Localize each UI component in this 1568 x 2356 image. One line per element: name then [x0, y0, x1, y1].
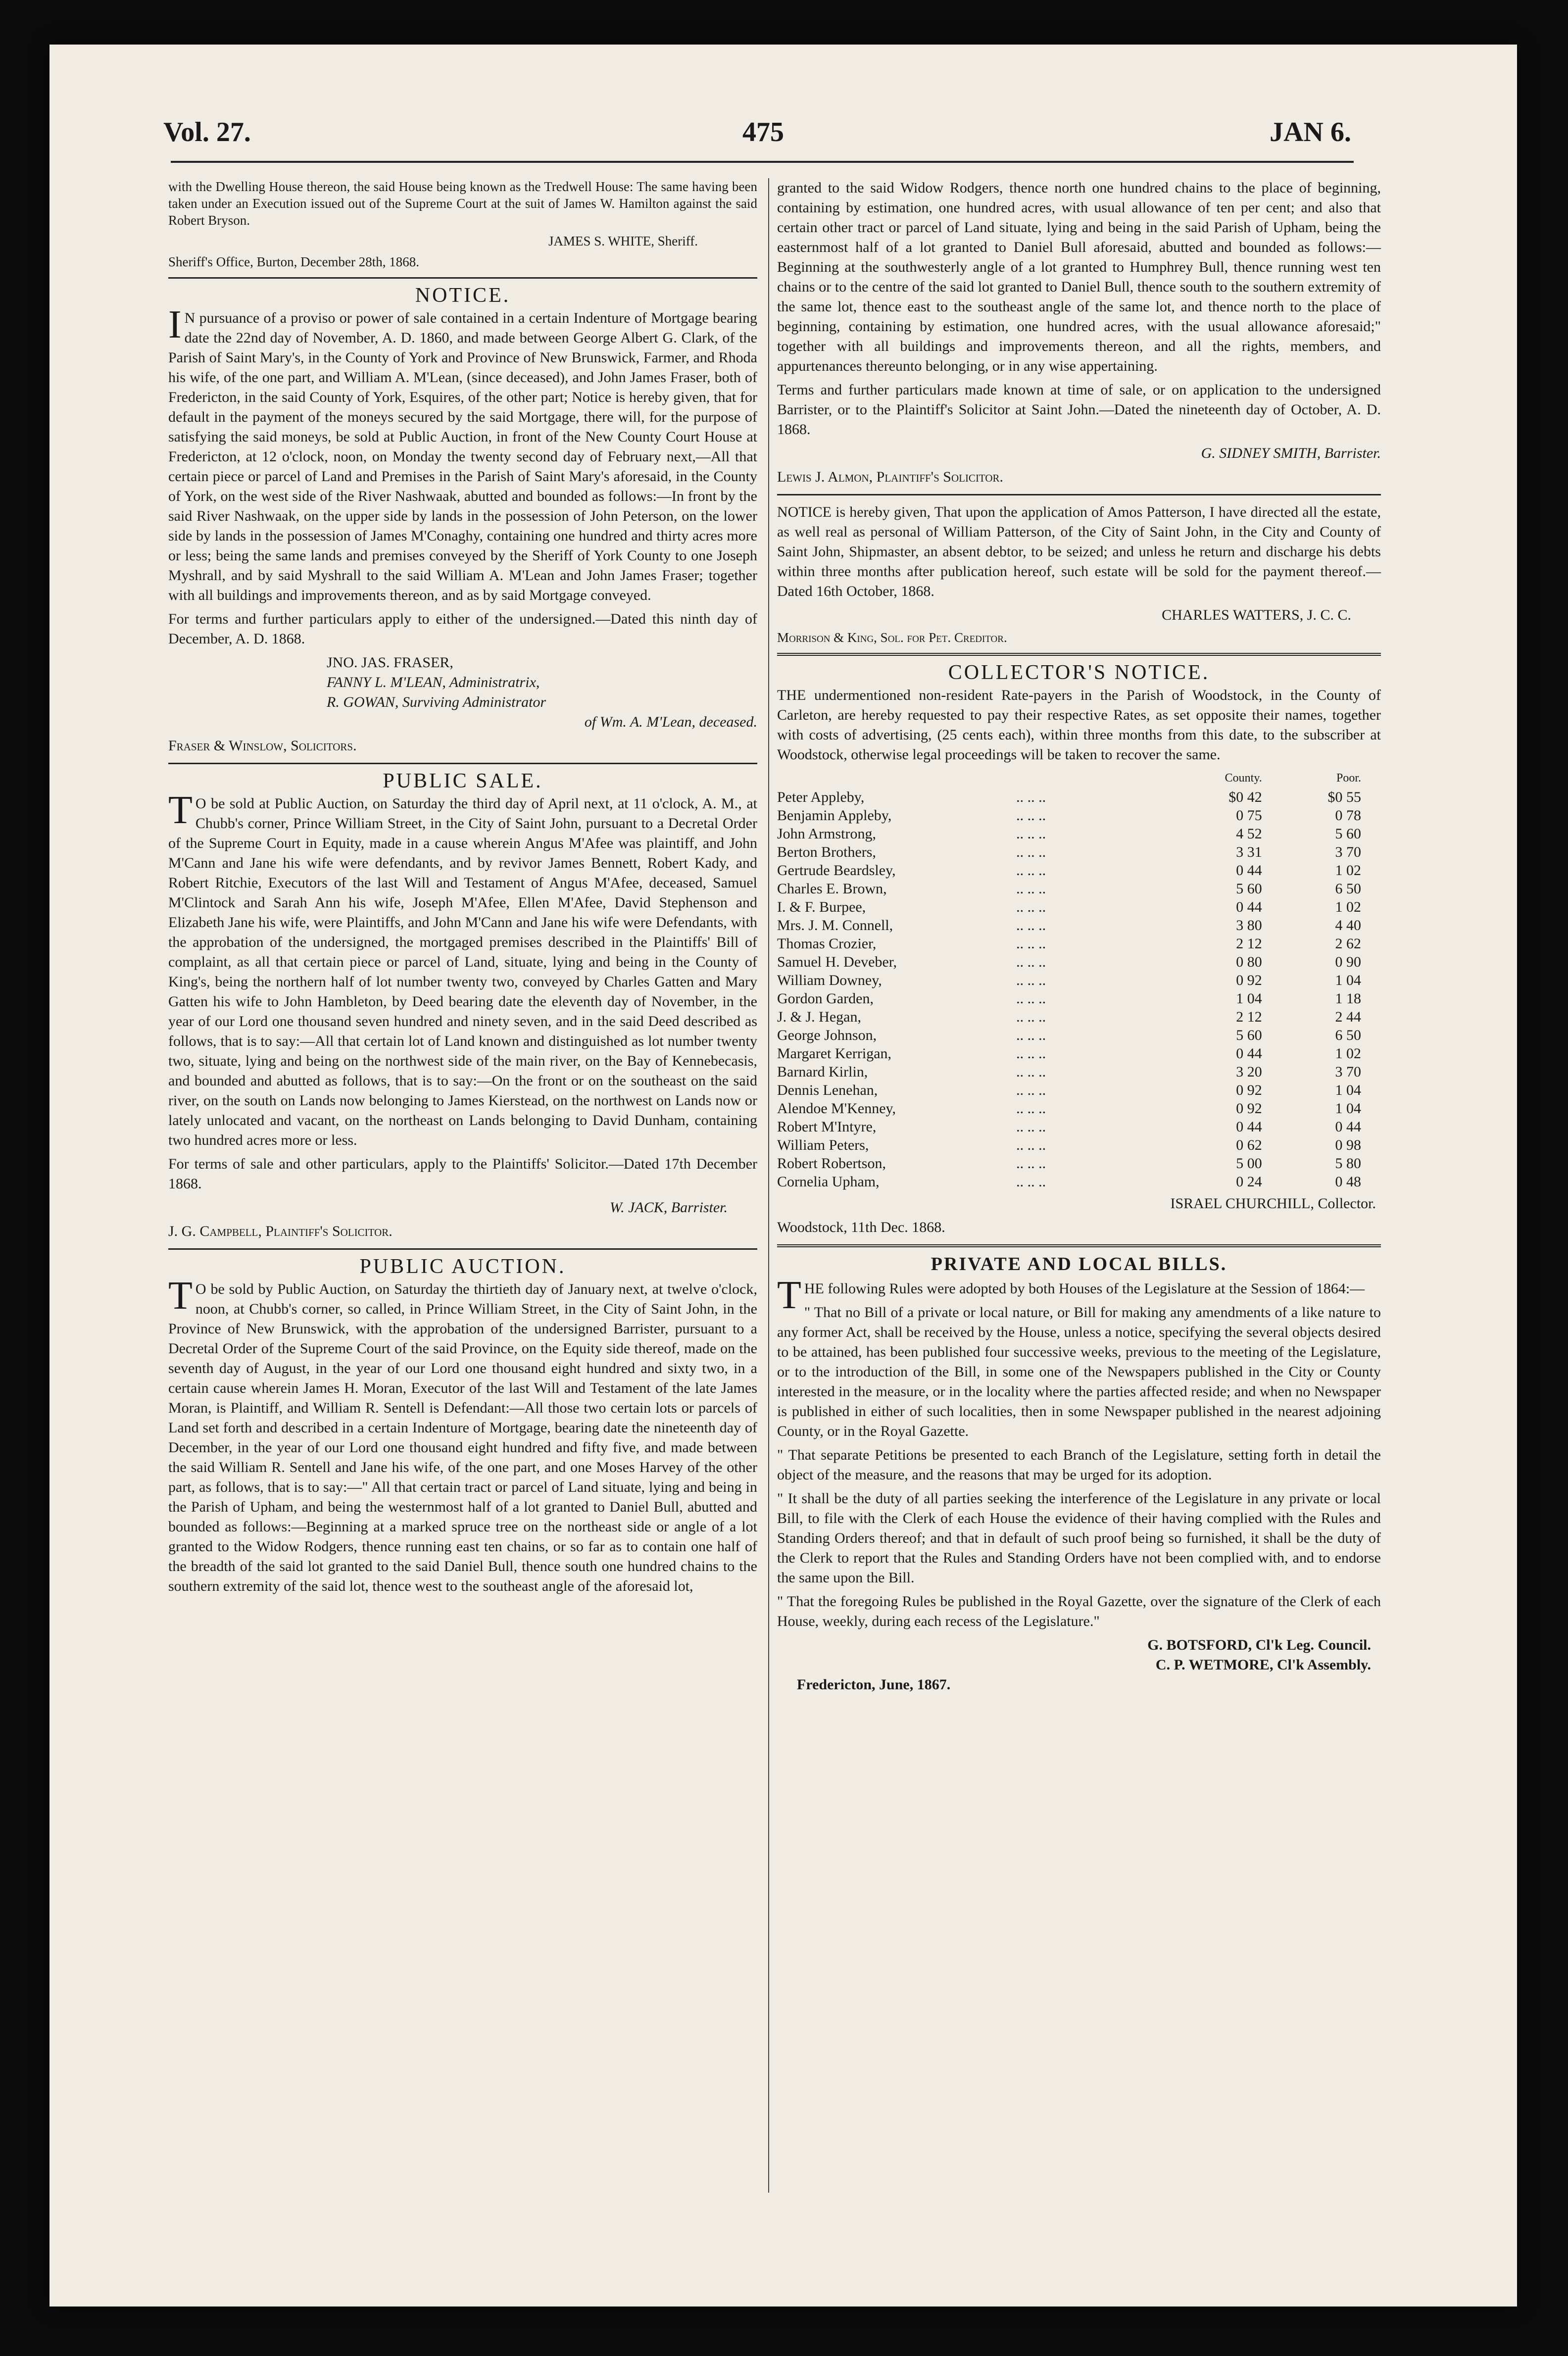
ratepayer-name: Benjamin Appleby, — [777, 807, 892, 824]
bills-intro: THE following Rules were adopted by both Houses of the Legislature at the Session of 1864:— — [777, 1274, 1365, 1317]
ratepayer-name: Robert Robertson, — [777, 1155, 886, 1172]
county-rate: 0 44 — [1236, 862, 1262, 879]
sheriff-office: Sheriff's Office, Burton, December 28th, 1868. — [168, 254, 420, 269]
ratepayer-name: Charles E. Brown, — [777, 881, 887, 897]
continued-text: with the Dwelling House thereon, the said House being known as the Tredwell House: The same having been taken under an Execution issued out of the Supreme Court at the suit of James W. Hamilton against the said Robert Bryson. — [168, 179, 757, 228]
ratepayer-name: Mrs. J. M. Connell, — [777, 917, 893, 933]
ratepayer-name: Thomas Crozier, — [777, 935, 877, 952]
poor-rate: 1 04 — [1335, 1082, 1361, 1098]
poor-rate: 5 60 — [1335, 826, 1361, 842]
ratepayer-name: Peter Appleby, — [777, 789, 865, 805]
poor-rate: 1 02 — [1335, 862, 1361, 879]
county-column-header: County. — [1225, 772, 1262, 785]
table-row — [777, 1136, 1381, 1154]
private-local-bills-title: PRIVATE AND LOCAL BILLS. — [931, 1254, 1227, 1275]
ratepayer-name: Dennis Lenehan, — [777, 1082, 878, 1098]
table-row — [777, 989, 1381, 1008]
divider — [168, 1248, 757, 1250]
county-rate: 3 20 — [1236, 1064, 1262, 1080]
issue-date: JAN 6. — [1270, 117, 1351, 147]
collector-signature: ISRAEL CHURCHILL, Collector. — [1170, 1195, 1376, 1212]
bills-rule-3: " It shall be the duty of all parties seeking the interference of the Legislature in any private or local Bill, to file with the Clerk of each House the evidence of their having complied with the Rules and Standing Orders thereof; and that in default of such proof being so furnished, it shall be the duty of the Clerk to report that the Rules and Standing Orders have not been complied with, and to endorse the same upon the Bill. — [777, 1490, 1381, 1586]
leader-dots: .. .. .. — [1016, 844, 1046, 860]
rates-table — [777, 769, 1381, 1191]
poor-column-header: Poor. — [1336, 772, 1361, 785]
table-row — [777, 861, 1381, 880]
public-sale-terms: For terms of sale and other particulars, apply to the Plaintiffs' Solicitor.—Dated 17th December 1868. — [168, 1156, 757, 1192]
leader-dots: .. .. .. — [1016, 1027, 1046, 1043]
ratepayer-name: Berton Brothers, — [777, 844, 876, 860]
left-column — [168, 178, 757, 1600]
leader-dots: .. .. .. — [1016, 1137, 1046, 1153]
poor-rate: 2 44 — [1335, 1009, 1361, 1025]
bills-signature-1: G. BOTSFORD, Cl'k Leg. Council. — [1147, 1637, 1371, 1653]
leader-dots: .. .. .. — [1016, 1119, 1046, 1135]
ratepayer-name: Gordon Garden, — [777, 990, 874, 1007]
absent-debtor-solicitor: Morrison & King, Sol. for Pet. Creditor. — [777, 630, 1007, 645]
poor-rate: 1 04 — [1335, 1100, 1361, 1117]
absent-debtor-notice: NOTICE is hereby given, That upon the application of Amos Patterson, I have directed all the estate, as well real as personal of William Patterson, of the City of Saint John, in the City and County of Saint John, Shipmaster, an absent debtor, to be seized; and unless he return and discharge his debts within three months after publication hereof, such estate will be sold for the payment thereof.—Dated 16th October, 1868. — [777, 504, 1381, 599]
poor-rate: 0 78 — [1335, 807, 1361, 824]
page-header — [163, 116, 1351, 161]
collector-notice-title: COLLECTOR'S NOTICE. — [948, 661, 1210, 684]
name-column — [777, 769, 1016, 788]
notice-title: NOTICE. — [415, 284, 511, 307]
bills-rule-4: " That the foregoing Rules be published in the Royal Gazette, over the signature of the Clerk of each House, weekly, during each recess of the Legislature." — [777, 1593, 1381, 1629]
table-row — [777, 1026, 1381, 1044]
county-rate: 3 80 — [1236, 917, 1262, 933]
bills-date: Fredericton, June, 1867. — [797, 1676, 951, 1693]
absent-debtor-signature: CHARLES WATTERS, J. C. C. — [1162, 607, 1351, 623]
notice-terms: For terms and further particulars apply to either of the undersigned.—Dated this ninth day of December, A. D. 1868. — [168, 611, 757, 647]
ratepayer-name: Gertrude Beardsley, — [777, 862, 896, 879]
leader-dots: .. .. .. — [1016, 881, 1046, 897]
notice-solicitors: Fraser & Winslow, Solicitors. — [168, 737, 357, 754]
divider — [777, 1244, 1381, 1247]
ratepayer-name: J. & J. Hegan, — [777, 1009, 861, 1025]
leader-dots: .. .. .. — [1016, 826, 1046, 842]
leader-dots: .. .. .. — [1016, 972, 1046, 988]
leader-dots: .. .. .. — [1016, 1045, 1046, 1062]
notice-signature-3: R. GOWAN, Surviving Administrator — [327, 694, 546, 710]
county-rate: 5 60 — [1236, 881, 1262, 897]
county-rate: 0 92 — [1236, 972, 1262, 988]
table-row — [777, 1081, 1381, 1099]
table-row — [777, 806, 1381, 825]
county-rate: 0 92 — [1236, 1100, 1262, 1117]
volume-label: Vol. 27. — [163, 117, 251, 147]
ratepayer-name: I. & F. Burpee, — [777, 899, 866, 915]
public-sale-signature: W. JACK, Barrister. — [609, 1199, 728, 1216]
public-auction-solicitor: Lewis J. Almon, Plaintiff's Solicitor. — [777, 469, 1004, 485]
divider — [168, 763, 757, 764]
bills-signature-2: C. P. WETMORE, Cl'k Assembly. — [1155, 1657, 1371, 1673]
notice-body: IN pursuance of a proviso or power of sale contained in a certain Indenture of Mortgage bearing date the 22nd day of November, A. D. 1860, and made between George Albert G. Clark, of the Parish of Saint Mary's, in the County of York and Province of New Brunswick, Farmer, and Rhoda his wife, of the one part, and William A. M'Lean, (since deceased), and John James Fraser, both of Fredericton, in the said County of York, Esquires, of the other part; Notice is hereby given, that for default in the payment of the moneys secured by the said Mortgage, there will, for the purpose of satisfying the said moneys, be sold at Public Auction, in front of the New County Court House at Fredericton, at 12 o'clock, noon, on Monday the twenty second day of February next,—All that certain piece or parcel of Land and Premises in the Parish of Saint Mary's aforesaid, in the County of York, on the west side of the River Nashwaak, abutted and bounded as follows:—In front by the said River Nashwaak, on the upper side by lands in the possession of John Peterson, on the lower side by lands in the possession of James M'Conaghy, containing one hundred and thirty acres more or less; being the same lands and premises conveyed by the Sheriff of York County to one Joseph Myshrall, and by said Myshrall to the said William A. M'Lean and John James Fraser; together with all buildings and improvements thereon, and as by said Mortgage conveyed. — [168, 303, 757, 603]
ratepayer-name: Barnard Kirlin, — [777, 1064, 868, 1080]
sheriff-signature: JAMES S. WHITE, Sheriff. — [548, 234, 698, 248]
divider — [777, 494, 1381, 495]
table-row — [777, 1063, 1381, 1081]
county-rate: 2 12 — [1236, 1009, 1262, 1025]
leader-dots: .. .. .. — [1016, 1174, 1046, 1190]
county-rate: 0 44 — [1236, 1045, 1262, 1062]
public-auction-title: PUBLIC AUCTION. — [359, 1255, 566, 1278]
leader-dots: .. .. .. — [1016, 935, 1046, 952]
public-sale-body: TO be sold at Public Auction, on Saturday the third day of April next, at 11 o'clock, A. M., at Chubb's corner, Prince William Street, in the City of Saint John, pursuant to a Decretal Order of the Supreme Court in Equity, made in a cause wherein Angus M'Afee was plaintiff, and John M'Cann and Jane his wife were defendants, and by revivor James Bennett, Robert Kady, and Robert Ritchie, Executors of the last Will and Testament of Angus M'Afee, deceased, Samuel M'Clintock and Sarah Ann his wife, Joseph M'Afee, Ellen M'Afee, David Stephenson and Elizabeth Jane his wife, were Plaintiffs, and John M'Cann and Jane his wife were Defendants, with the approbation of the undersigned, the mortgaged premises described in the Plaintiffs' Bill of complaint, as all that certain piece or parcel of Land, situate, lying and being in the County of King's, being the northern half of lot number twenty two, conveyed by Charles Gatten and Mary Gatten his wife to John Hambleton, by Deed bearing date the eleventh day of November, in the year of our Lord one thousand seven hundred and ninety seven, and in the said Deed described as follows, that is to say:—All that certain lot of Land known and distinguished as lot number twenty two, situate, lying and being on the northwest side of the main river, on the Bay of Kennebecasis, and bounded and abutted as follows, that is to say:—On the front or on the southeast on the said river, on the south on Lands now belonging to James Kierstead, on the northwest on Lands now or lately unlocated and vacant, on the northeast on Lands belonging to David Dunham, containing two hundred acres more or less. — [168, 788, 757, 1148]
table-row — [777, 953, 1381, 971]
poor-rate: 6 50 — [1335, 1027, 1361, 1043]
county-rate: 0 62 — [1236, 1137, 1262, 1153]
collector-date: Woodstock, 11th Dec. 1868. — [777, 1219, 945, 1235]
leader-dots: .. .. .. — [1016, 990, 1046, 1007]
poor-rate: 1 02 — [1335, 1045, 1361, 1062]
table-row — [777, 825, 1381, 843]
county-rate: 0 80 — [1236, 954, 1262, 970]
ratepayer-name: Alendoe M'Kenney, — [777, 1100, 896, 1117]
public-auction-body: TO be sold by Public Auction, on Saturday the thirtieth day of January next, at twelve o'clock, noon, at Chubb's corner, so called, in Prince William Street, in the City of Saint John, in the Province of New Brunswick, with the approbation of the undersigned Barrister, pursuant to a Decretal Order of the Supreme Court of the said Province, on the Equity side thereof, made on the seventh day of August, in the year of our Lord one thousand eight hundred and sixty two, in a certain cause wherein James H. Moran, Executor of the last Will and Testament of the late James Moran, is Plaintiff, and William R. Sentell is Defendant:—All those two certain lots or parcels of Land set forth and described in a certain Indenture of Mortgage, bearing date the nineteenth day of December, in the year of our Lord one thousand eight hundred and fifty five, and made between the said William R. Sentell and Jane his wife, of the one part, and one Moses Harvey of the other part, as follows, that is to say:—" All that certain tract or parcel of Land situate, lying and being in the Parish of Upham, and being the westernmost half of a lot granted to Daniel Bull, abutted and bounded as follows:—Beginning at a marked spruce tree on the northeast side or angle of a lot granted to the Widow Rodgers, thence running east ten chains, or so far as to contain one half of the breadth of the said lot granted to the said Daniel Bull, thence south one hundred chains to the southern extremity of the said lot, thence west to the southeast angle of the aforesaid lot, — [168, 1274, 757, 1594]
poor-rate: 5 80 — [1335, 1155, 1361, 1172]
column-divider — [768, 178, 769, 2193]
poor-rate: 1 02 — [1335, 899, 1361, 915]
ratepayer-name: William Peters, — [777, 1137, 869, 1153]
leader-dots: .. .. .. — [1016, 1009, 1046, 1025]
county-rate: 1 04 — [1236, 990, 1262, 1007]
leader-dots: .. .. .. — [1016, 789, 1046, 805]
ratepayer-name: Robert M'Intyre, — [777, 1119, 877, 1135]
table-row — [777, 880, 1381, 898]
leader-dots: .. .. .. — [1016, 917, 1046, 933]
county-rate: 0 92 — [1236, 1082, 1262, 1098]
notice-signature-1: JNO. JAS. FRASER, — [327, 654, 453, 671]
poor-rate: 0 90 — [1335, 954, 1361, 970]
notice-signature-4: of Wm. A. M'Lean, deceased. — [584, 714, 757, 730]
table-row — [777, 1173, 1381, 1191]
table-header — [777, 769, 1381, 788]
poor-rate: 3 70 — [1335, 1064, 1361, 1080]
table-row — [777, 1099, 1381, 1118]
table-row — [777, 1118, 1381, 1136]
table-row — [777, 898, 1381, 916]
poor-rate: $0 55 — [1327, 789, 1361, 805]
county-rate: 0 44 — [1236, 899, 1262, 915]
county-rate: 2 12 — [1236, 935, 1262, 952]
table-row — [777, 788, 1381, 806]
poor-rate: 0 98 — [1335, 1137, 1361, 1153]
ratepayer-name: John Armstrong, — [777, 826, 877, 842]
ratepayer-name: Cornelia Upham, — [777, 1174, 880, 1190]
table-row — [777, 971, 1381, 989]
table-row — [777, 916, 1381, 934]
bills-rule-1: " That no Bill of a private or local nature, or Bill for making any amendments of a like nature to any former Act, shall be received by the House, unless a notice, specifying the several objects desired to be attained, has been published four successive weeks, previous to the meeting of the Legislature, or to the introduction of the Bill, in some one of the Newspapers published in the City or County interested in the measure, or in the locality where the parties affected reside; and when no Newspaper is published in either of such localities, then in some Newspaper published in the nearest adjoining County, or in the Royal Gazette. — [777, 1304, 1381, 1439]
leader-dots: .. .. .. — [1016, 862, 1046, 879]
poor-rate: 0 44 — [1335, 1119, 1361, 1135]
divider — [168, 277, 757, 279]
leader-dots: .. .. .. — [1016, 1082, 1046, 1098]
county-rate: 0 44 — [1236, 1119, 1262, 1135]
page-number: 475 — [742, 117, 784, 147]
leader-dots: .. .. .. — [1016, 807, 1046, 824]
table-row — [777, 843, 1381, 861]
poor-rate: 0 48 — [1335, 1174, 1361, 1190]
right-column — [777, 178, 1381, 1699]
leader-dots: .. .. .. — [1016, 899, 1046, 915]
leader-dots: .. .. .. — [1016, 1155, 1046, 1172]
poor-rate: 4 40 — [1335, 917, 1361, 933]
public-sale-title: PUBLIC SALE. — [383, 770, 543, 792]
ratepayer-name: Samuel H. Deveber, — [777, 954, 897, 970]
county-rate: 4 52 — [1236, 826, 1262, 842]
public-auction-terms: Terms and further particulars made known at time of sale, or on application to the undersigned Barrister, or to the Plaintiff's Solicitor at Saint John.—Dated the nineteenth day of October, A. D. 1868. — [777, 382, 1381, 438]
poor-rate: 2 62 — [1335, 935, 1361, 952]
poor-rate: 1 18 — [1335, 990, 1361, 1007]
leader-dots: .. .. .. — [1016, 1100, 1046, 1117]
divider — [777, 653, 1381, 656]
leader-dots: .. .. .. — [1016, 954, 1046, 970]
county-rate: 0 75 — [1236, 807, 1262, 824]
public-auction-signature: G. SIDNEY SMITH, Barrister. — [1201, 445, 1381, 461]
leader-dots: .. .. .. — [1016, 1064, 1046, 1080]
bills-rule-2: " That separate Petitions be presented to each Branch of the Legislature, setting forth in detail the object of the measure, and the reasons that may be urged for its adoption. — [777, 1447, 1381, 1483]
public-auction-continued: granted to the said Widow Rodgers, thence north one hundred chains to the place of beginning, containing by estimation, one hundred acres, with usual allowance of ten per cent; and also that certain other tract or parcel of Land situate, lying and being in the said Parish of Upham, being the easternmost half of a lot granted to Daniel Bull aforesaid, abutted and bounded as follows:—Beginning at the southwesterly angle of a lot granted to Humphrey Bull, thence running west ten chains or to the centre of the said lot granted to Daniel Bull, thence south to the southern extremity of the same lot, thence east to the southeast angle of the same lot, and thence north to the place of beginning, containing by estimation, one hundred acres, with the usual allowance aforesaid;" together with all buildings and improvements thereon, and all the rights, members, and appurtenances thereunto belonging, or in any wise appertaining. — [777, 180, 1381, 374]
table-row — [777, 1044, 1381, 1063]
county-rate: $0 42 — [1228, 789, 1262, 805]
table-row — [777, 934, 1381, 953]
dots-column — [1016, 769, 1182, 788]
table-row — [777, 1008, 1381, 1026]
poor-rate: 1 04 — [1335, 972, 1361, 988]
collector-notice-body: THE undermentioned non-resident Rate-payers in the Parish of Woodstock, in the County of Carleton, are hereby requested to pay their respective Rates, as set opposite their names, together with costs of advertising, (25 cents each), within three months from this date, to the subscriber at Woodstock, otherwise legal proceedings will be taken to recover the same. — [777, 687, 1381, 763]
table-row — [777, 1154, 1381, 1173]
poor-rate: 3 70 — [1335, 844, 1361, 860]
ratepayer-name: William Downey, — [777, 972, 882, 988]
county-rate: 5 00 — [1236, 1155, 1262, 1172]
ratepayer-name: George Johnson, — [777, 1027, 877, 1043]
ratepayer-name: Margaret Kerrigan, — [777, 1045, 892, 1062]
county-rate: 5 60 — [1236, 1027, 1262, 1043]
county-rate: 3 31 — [1236, 844, 1262, 860]
poor-rate: 6 50 — [1335, 881, 1361, 897]
notice-signature-2: FANNY L. M'LEAN, Administratrix, — [327, 674, 540, 690]
header-rule — [171, 161, 1354, 163]
county-rate: 0 24 — [1236, 1174, 1262, 1190]
public-sale-solicitor: J. G. Campbell, Plaintiff's Solicitor. — [168, 1223, 392, 1239]
